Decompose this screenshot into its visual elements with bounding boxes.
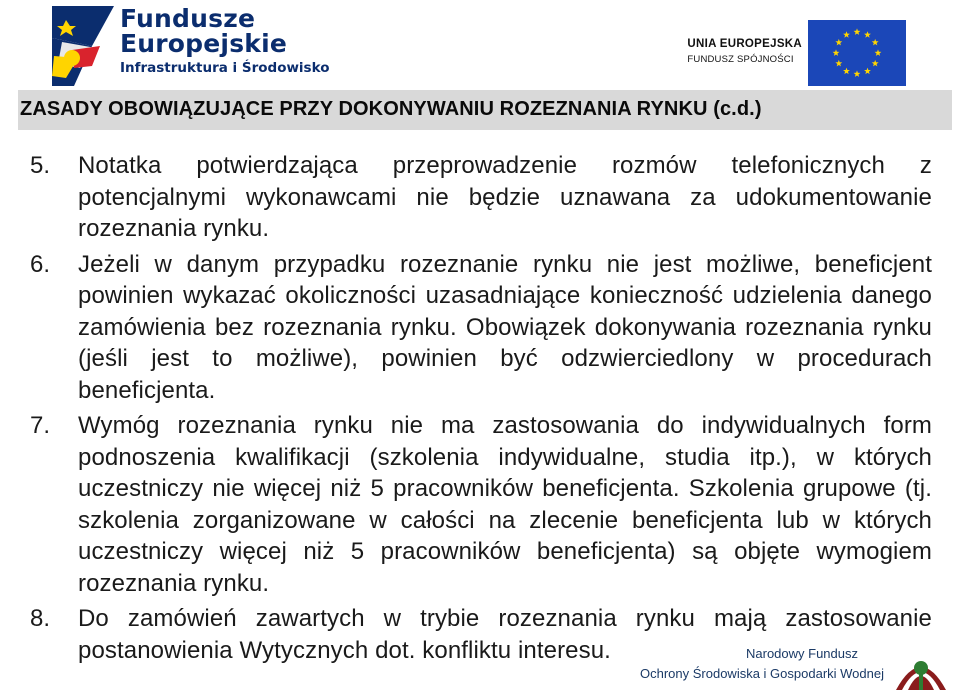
list-item-number: 7. xyxy=(30,412,51,439)
list-item-text: Do zamówień zawartych w trybie rozeznania rynku mają zastosowanie postanowienia Wytycznych dot. konfliktu interesu. xyxy=(78,605,932,664)
eu-line1: UNIA EUROPEJSKA xyxy=(687,38,802,50)
fe-logo-line3: Infrastruktura i Środowisko xyxy=(120,60,330,76)
list-item-text: Notatka potwierdzająca przeprowadzenie rozmów telefonicznych z potencjalnymi wykonawcami nie będzie uznawana za udokumentowanie rozeznania rynku. xyxy=(78,152,932,242)
eu-flag-icon xyxy=(808,20,906,86)
list-item xyxy=(30,150,932,245)
list-item-number: 6. xyxy=(30,250,51,278)
fundusze-europejskie-logo-icon xyxy=(52,6,114,86)
rules-list xyxy=(30,150,932,670)
nfosigw-line2: Ochrony Środowiska i Gospodarki Wodnej xyxy=(640,666,884,681)
list-item-number: 5. xyxy=(30,152,51,179)
nfosigw-line1: Narodowy Fundusz xyxy=(746,646,858,661)
list-item-text: Wymóg rozeznania rynku nie ma zastosowania do indywidualnych form podnoszenia kwalifikacji (szkolenia indywidualne, studia itp.), w których uczestniczy nie więcej niż 5 pracowników beneficjenta. Szkolenia grupowe (tj. szkolenia zorganizowane w całości na zlecenie beneficjenta lub w których uczestniczy więcej niż 5 pracowników beneficjenta) są objęte wymogiem rozeznania rynku. xyxy=(78,412,932,597)
list-item-number: 8. xyxy=(30,605,51,632)
fe-logo-line1: Fundusze xyxy=(120,4,256,33)
nfosigw-emblem-icon xyxy=(892,640,950,698)
list-item xyxy=(30,249,932,407)
list-item xyxy=(30,410,932,599)
list-item-text: Jeżeli w danym przypadku rozeznanie rynku nie jest możliwe, beneficjent powinien wykazać okoliczności uzasadniające konieczność udzielenia danego zamówienia bez rozeznania rynku. Obowiązek dokonywania rozeznania rynku (jeśli jest to możliwe), powinien być odzwierciedlony w procedurach beneficjenta. xyxy=(78,250,932,404)
header xyxy=(0,0,960,90)
fundusze-europejskie-wordmark xyxy=(120,6,330,78)
eu-wordmark xyxy=(687,38,802,65)
eu-line2: FUNDUSZ SPÓJNOŚCI xyxy=(687,54,794,65)
nfosigw-logo xyxy=(634,640,950,698)
fe-logo-line2: Europejskie xyxy=(120,29,288,58)
page-title: ZASADY OBOWIĄZUJĄCE PRZY DOKONYWANIU ROZEZNANIA RYNKU (c.d.) xyxy=(20,98,762,120)
